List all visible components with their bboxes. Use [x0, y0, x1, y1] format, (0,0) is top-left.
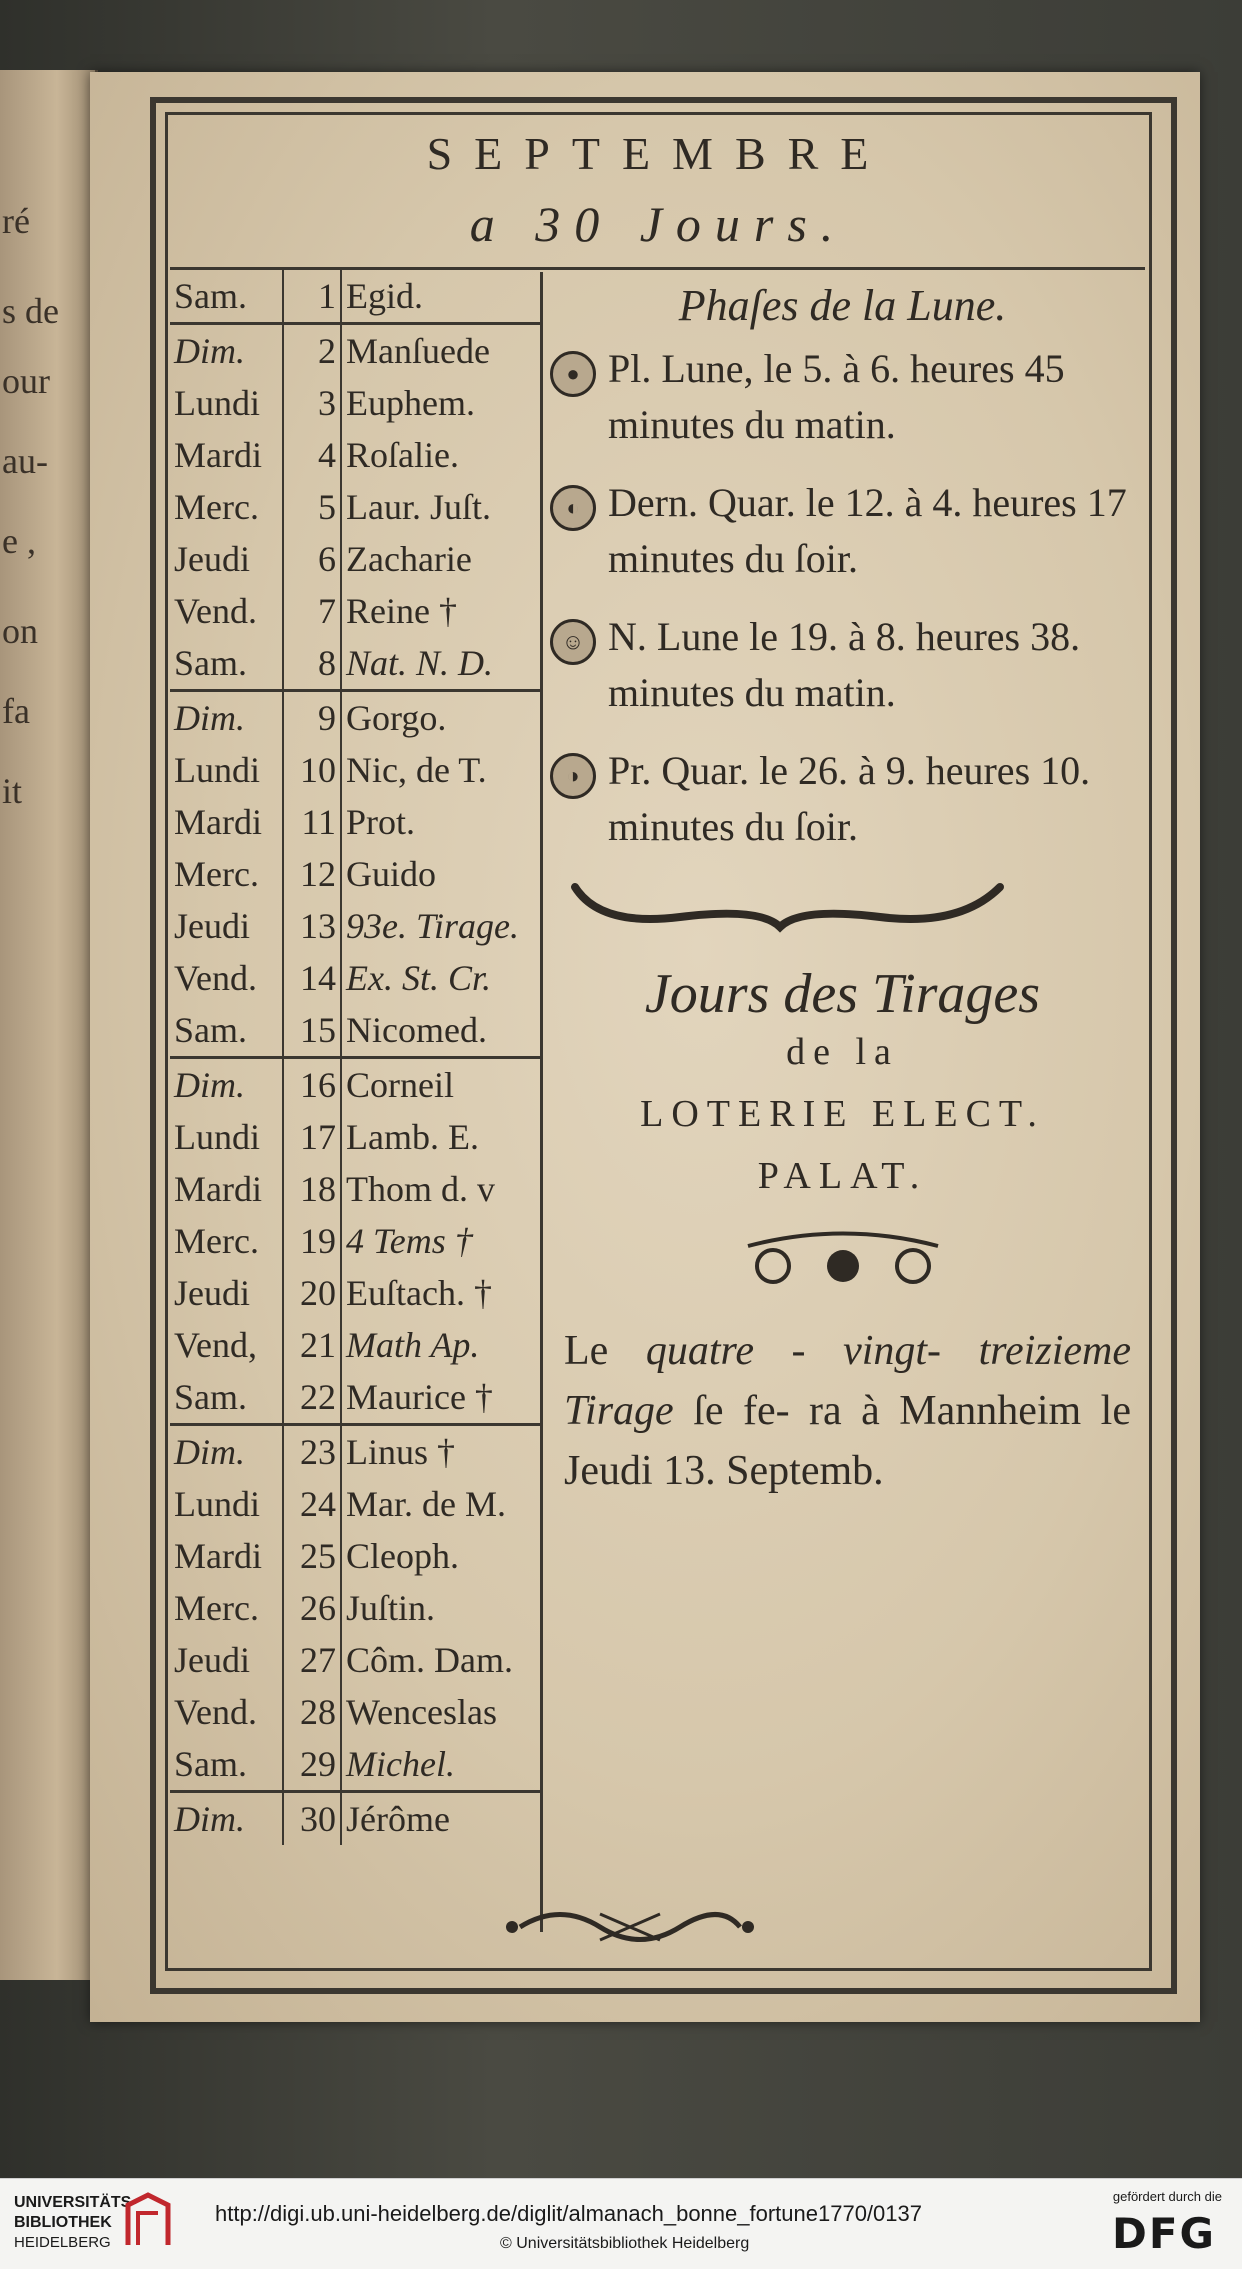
calendar-row	[170, 1215, 540, 1267]
calendar-row	[170, 1582, 540, 1634]
announce-text-italic: quatre - vingt- treizieme Tirage	[564, 1328, 1131, 1434]
saint-name: Gorgo.	[346, 698, 447, 738]
moon-phases-title: Phaſes de la Lune.	[678, 281, 1007, 330]
saint-name: Côm. Dam.	[346, 1640, 513, 1680]
facing-page-fragment: s de	[2, 291, 59, 331]
saint-name: Euphem.	[346, 383, 475, 423]
facing-page-fragment: e ,	[2, 521, 36, 561]
weekday: Merc.	[174, 487, 259, 527]
saint-name: Euſtach. †	[346, 1273, 492, 1313]
dot-ornament	[550, 1226, 1135, 1301]
weekday: Lundi	[174, 1484, 260, 1524]
library-name-3: HEIDELBERG	[14, 2234, 111, 2251]
saint-name: Mar. de M.	[346, 1484, 506, 1524]
facing-page-fragment: fa	[2, 691, 30, 731]
new-moon-icon: ☺	[550, 619, 596, 665]
calendar-row	[170, 429, 540, 481]
weekday: Lundi	[174, 750, 260, 790]
weekday: Sam.	[174, 1010, 248, 1050]
brace-flourish	[570, 877, 1135, 942]
weekday: Jeudi	[174, 1273, 250, 1313]
day-number: 3	[282, 377, 342, 429]
library-name-1: UNIVERSITÄTS-	[14, 2194, 137, 2211]
saint-name: Manſuede	[346, 331, 490, 371]
calendar-column	[170, 270, 540, 1845]
moon-phase-item	[550, 743, 1135, 855]
calendar-row	[170, 1738, 540, 1790]
day-number: 7	[282, 585, 342, 637]
facing-page-fragment: au-	[2, 441, 48, 481]
day-number: 8	[282, 637, 342, 689]
day-number: 23	[282, 1426, 342, 1478]
calendar-row	[170, 1111, 540, 1163]
saint-name: Laur. Juſt.	[346, 487, 491, 527]
library-name-2: BIBLIOTHEK	[14, 2214, 112, 2231]
saint-name: Maurice †	[346, 1377, 493, 1417]
calendar-row	[170, 1686, 540, 1738]
day-number: 29	[282, 1738, 342, 1790]
day-number: 12	[282, 848, 342, 900]
saint-name: 4 Tems †	[346, 1221, 473, 1261]
saint-name: Nicomed.	[346, 1010, 487, 1050]
saint-name: 93e. Tirage.	[346, 906, 520, 946]
moon-phase-text: N. Lune le 19. à 8. heures 38. minutes du matin.	[608, 614, 1081, 715]
day-number: 6	[282, 533, 342, 585]
day-number: 15	[282, 1004, 342, 1056]
announce-text-1: Le	[564, 1328, 646, 1374]
calendar-row	[170, 1267, 540, 1319]
calendar-row	[170, 1634, 540, 1686]
facing-page-edge	[0, 70, 98, 1980]
weekday: Vend,	[174, 1325, 257, 1365]
dfg-logo[interactable]: DFG	[1111, 2209, 1216, 2258]
saint-name: Michel.	[346, 1744, 455, 1784]
weekday: Mardi	[174, 435, 262, 475]
day-number: 30	[282, 1793, 342, 1845]
weekday: Sam.	[174, 1377, 248, 1417]
calendar-row	[170, 1478, 540, 1530]
facing-page-fragment: our	[2, 361, 50, 401]
calendar-row	[170, 1059, 540, 1111]
weekday: Jeudi	[174, 539, 250, 579]
moon-phase-text: Pr. Quar. le 26. à 9. heures 10. minutes du ſoir.	[608, 748, 1091, 849]
day-number: 22	[282, 1371, 342, 1423]
day-number: 25	[282, 1530, 342, 1582]
day-number: 1	[282, 270, 342, 322]
saint-name: Cleoph.	[346, 1536, 459, 1576]
last-quarter-icon: ◐	[550, 485, 596, 531]
calendar-row	[170, 744, 540, 796]
copyright-text: © Universitätsbibliothek Heidelberg	[500, 2235, 750, 2252]
day-number: 28	[282, 1686, 342, 1738]
day-number: 5	[282, 481, 342, 533]
calendar-row	[170, 1793, 540, 1845]
weekday: Vend.	[174, 1692, 257, 1732]
bottom-ornament	[500, 1902, 760, 1956]
day-number: 13	[282, 900, 342, 952]
saint-name: Math Ap.	[346, 1325, 480, 1365]
weekday: Merc.	[174, 1221, 259, 1261]
calendar-row	[170, 270, 540, 322]
day-number: 24	[282, 1478, 342, 1530]
month-subtitle: a 30 Jours.	[469, 196, 848, 252]
day-number: 17	[282, 1111, 342, 1163]
facing-page-fragment: on	[2, 611, 38, 651]
lottery-days-title: Jours des Tirages	[644, 963, 1041, 1025]
saint-name: Linus †	[346, 1432, 456, 1472]
moon-phase-text: Dern. Quar. le 12. à 4. heures 17 minutes du ſoir.	[608, 480, 1127, 581]
facing-page-fragment: ré	[2, 201, 30, 241]
moon-phase-text: Pl. Lune, le 5. à 6. heures 45 minutes du matin.	[608, 346, 1065, 447]
weekday: Jeudi	[174, 1640, 250, 1680]
day-number: 9	[282, 692, 342, 744]
calendar-row	[170, 952, 540, 1004]
day-number: 18	[282, 1163, 342, 1215]
weekday: Sam.	[174, 643, 248, 683]
saint-name: Guido	[346, 854, 436, 894]
lottery-de-la: de la	[786, 1031, 899, 1073]
day-number: 10	[282, 744, 342, 796]
calendar-row	[170, 1530, 540, 1582]
column-divider	[540, 272, 543, 1932]
weekday: Dim.	[174, 698, 245, 738]
day-number: 16	[282, 1059, 342, 1111]
facing-page-fragment: it	[2, 771, 23, 811]
saint-name: Roſalie.	[346, 435, 459, 475]
moon-phase-item	[550, 609, 1135, 721]
drawing-announcement	[550, 1321, 1135, 1501]
day-number: 20	[282, 1267, 342, 1319]
calendar-row	[170, 1163, 540, 1215]
calendar-row	[170, 481, 540, 533]
weekday: Dim.	[174, 1065, 245, 1105]
funded-by-text: gefördert durch die	[1112, 2189, 1222, 2204]
weekday: Vend.	[174, 591, 257, 631]
full-moon-icon: ●	[550, 351, 596, 397]
weekday: Dim.	[174, 331, 245, 371]
weekday: Sam.	[174, 276, 248, 316]
lottery-palat: PALAT.	[757, 1155, 928, 1197]
moon-phase-item	[550, 475, 1135, 587]
weekday: Mardi	[174, 1169, 262, 1209]
almanac-page	[90, 72, 1200, 2022]
calendar-row	[170, 377, 540, 429]
weekday: Lundi	[174, 383, 260, 423]
calendar-row	[170, 900, 540, 952]
lottery-name: LOTERIE ELECT.	[640, 1093, 1045, 1135]
saint-name: Egid.	[346, 276, 423, 316]
month-title: SEPTEMBRE	[426, 128, 891, 179]
calendar-row	[170, 1319, 540, 1371]
calendar-row	[170, 1426, 540, 1478]
weekday: Mardi	[174, 1536, 262, 1576]
saint-name: Juſtin.	[346, 1588, 436, 1628]
day-number: 26	[282, 1582, 342, 1634]
calendar-row	[170, 1371, 540, 1423]
calendar-row	[170, 848, 540, 900]
day-number: 11	[282, 796, 342, 848]
moon-phases-list	[550, 341, 1135, 855]
library-mark-icon	[122, 2191, 174, 2251]
day-number: 14	[282, 952, 342, 1004]
day-number: 2	[282, 325, 342, 377]
weekday: Jeudi	[174, 906, 250, 946]
saint-name: Thom d. v	[346, 1169, 495, 1209]
saint-name: Lamb. E.	[346, 1117, 479, 1157]
calendar-row	[170, 796, 540, 848]
announce-text-2: ſe fe- ra à Mannheim le Jeudi 13. Septemb.	[564, 1388, 1131, 1494]
weekday: Lundi	[174, 1117, 260, 1157]
saint-name: Ex. St. Cr.	[346, 958, 492, 998]
weekday: Dim.	[174, 1799, 245, 1839]
weekday: Merc.	[174, 1588, 259, 1628]
saint-name: Jérôme	[346, 1799, 450, 1839]
saint-name: Reine †	[346, 591, 457, 631]
weekday: Sam.	[174, 1744, 248, 1784]
weekday: Merc.	[174, 854, 259, 894]
saint-name: Wenceslas	[346, 1692, 498, 1732]
moon-phase-item	[550, 341, 1135, 453]
calendar-row	[170, 1004, 540, 1056]
day-number: 4	[282, 429, 342, 481]
day-number: 19	[282, 1215, 342, 1267]
saint-name: Prot.	[346, 802, 416, 842]
calendar-row	[170, 692, 540, 744]
calendar-row	[170, 533, 540, 585]
weekday: Vend.	[174, 958, 257, 998]
saint-name: Corneil	[346, 1065, 454, 1105]
weekday: Dim.	[174, 1432, 245, 1472]
right-column	[550, 280, 1135, 1501]
saint-name: Nic, de T.	[346, 750, 487, 790]
day-number: 27	[282, 1634, 342, 1686]
day-number: 21	[282, 1319, 342, 1371]
viewer-footer	[0, 2178, 1242, 2269]
permalink-url[interactable]: http://digi.ub.uni-heidelberg.de/diglit/almanach_bonne_fortune1770/0137	[215, 2201, 922, 2226]
first-quarter-icon: ◑	[550, 753, 596, 799]
weekday: Mardi	[174, 802, 262, 842]
calendar-row	[170, 325, 540, 377]
saint-name: Nat. N. D.	[346, 643, 494, 683]
calendar-row	[170, 637, 540, 689]
saint-name: Zacharie	[346, 539, 472, 579]
calendar-row	[170, 585, 540, 637]
